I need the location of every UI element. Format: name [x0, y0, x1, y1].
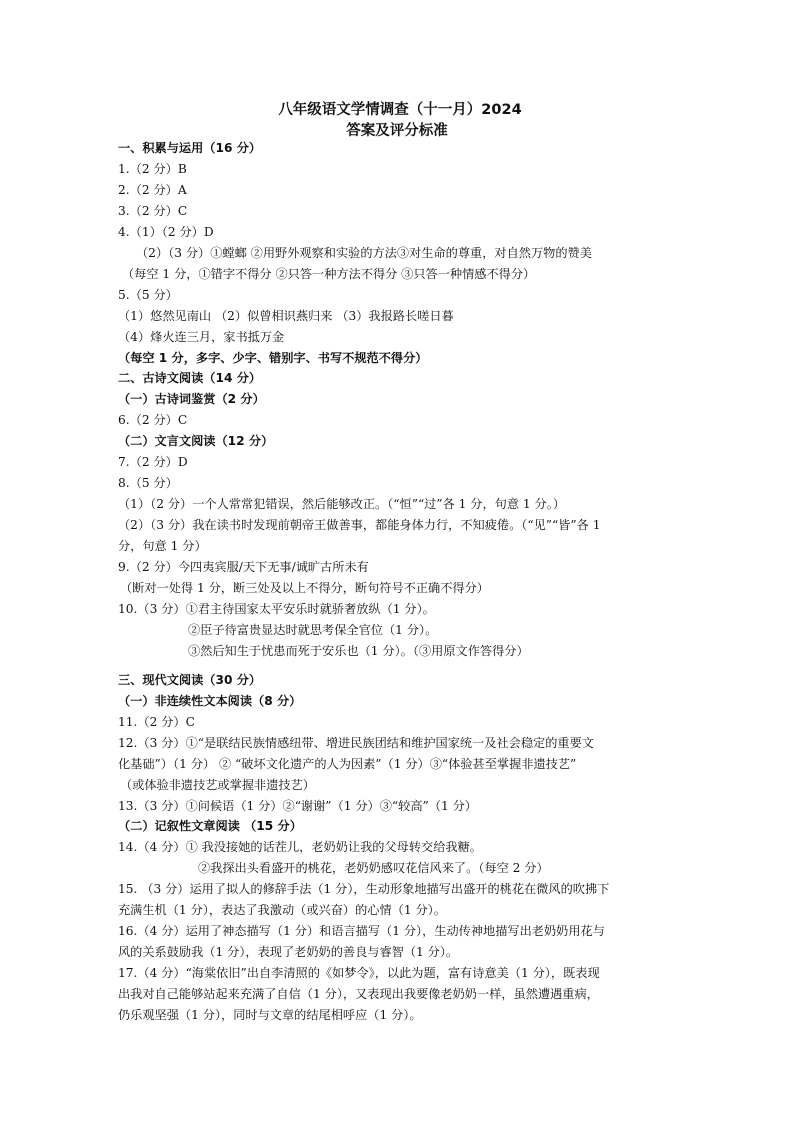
answer-line: （2）（3 分）①螳螂 ②用野外观察和实验的方法③对生命的尊重，对自然万物的赞美 — [136, 245, 592, 260]
answer-line: 14.（4 分）① 我没接她的话茬儿，老奶奶让我的父母转交给我糖。 — [118, 840, 482, 855]
answer-line: 17.（4 分）“海棠依旧”出自李清照的《如梦令》，以此为题，富有诗意美（1 分），既表现 — [118, 966, 600, 981]
answer-line: 9.（2 分）今四夷宾服/天下无事/诚旷古所未有 — [118, 560, 369, 574]
document-subtitle: 答案及评分标准 — [346, 123, 448, 139]
answer-line: （每空 1 分，①错字不得分 ②只答一种方法不得分 ③只答一种情感不得分） — [122, 266, 536, 281]
answer-line: ③然后知生于忧患而死于安乐也（1 分）。（③用原文作答得分） — [188, 643, 529, 658]
answer-line: ②我探出头看盛开的桃花，老奶奶感叹花信风来了。（每空 2 分） — [198, 861, 549, 876]
section-heading: （每空 1 分，多字、少字、错别字、书写不规范不得分） — [118, 350, 428, 365]
document-title: 八年级语文学情调查（十一月）2024 — [278, 102, 522, 118]
answer-line: （断对一处得 1 分，断三处及以上不得分，断句符号不正确不得分） — [120, 580, 489, 595]
answer-line: （4）烽火连三月，家书抵万金 — [118, 329, 285, 344]
answer-line: 3.（2 分）C — [118, 203, 188, 218]
answer-line: 分，句意 1 分） — [118, 539, 207, 553]
answer-line: 2.（2 分）A — [118, 182, 187, 197]
answer-line: 11.（2 分）C — [118, 714, 195, 729]
section-heading: 三、现代文阅读（30 分） — [118, 672, 262, 687]
answer-line: （1）（2 分）一个人常常犯错误，然后能够改正。（“恒”“过”各 1 分，句意 1 分。） — [118, 497, 566, 512]
section-heading: （二）记叙性文章阅读 （15 分） — [118, 819, 302, 834]
answer-line: 风的关系鼓励我（1 分），表现了老奶奶的善良与睿智（1 分）。 — [118, 945, 459, 960]
answer-line: 仍乐观坚强（1 分），同时与文章的结尾相呼应（1 分）。 — [118, 1008, 422, 1022]
answer-line: 化基础”）（1 分） ② “破坏文化遗产的人为因素”（1 分）③“体验甚至掌握非遗技艺” — [118, 756, 577, 771]
answer-line: 4.（1）（2 分）D — [118, 224, 214, 239]
answer-line: 1.（2 分）B — [118, 161, 187, 176]
answer-line: （或体验非遗技艺或掌握非遗技艺） — [120, 777, 315, 792]
answer-line: 充满生机（1 分），表达了我激动（或兴奋）的心情（1 分）。 — [118, 903, 446, 918]
answer-line: （2）（3 分）我在读书时发现前朝帝王做善事，都能身体力行，不知疲倦。（“见”“皆”各 1 — [118, 518, 601, 533]
answer-line: 13.（3 分）①问候语（1 分）②“谢谢”（1 分）③“较高”（1 分） — [118, 798, 477, 813]
section-heading: （一）非连续性文本阅读（8 分） — [118, 693, 302, 708]
section-heading: （二）文言文阅读（12 分） — [118, 434, 274, 449]
answer-line: （1）悠然见南山 （2）似曾相识燕归来 （3）我报路长嗟日暮 — [118, 308, 454, 323]
answer-line: 10.（3 分）①君主待国家太平安乐时就骄奢放纵（1 分）。 — [118, 601, 435, 616]
answer-line: 8.（5 分） — [118, 476, 178, 491]
answer-line: 出我对自己能够站起来充满了自信（1 分），又表现出我要像老奶奶一样，虽然遭遇重病， — [118, 987, 599, 1001]
answer-line: 5.（5 分） — [118, 287, 178, 302]
answer-line: 6.（2 分）C — [118, 413, 188, 428]
section-heading: （一）古诗词鉴赏（2 分） — [118, 392, 265, 407]
answer-line: 12.（3 分）①“是联结民族情感纽带、增进民族团结和维护国家统一及社会稳定的重要文 — [118, 735, 594, 750]
answer-line: ②臣子待富贵显达时就思考保全官位（1 分）。 — [188, 622, 438, 637]
answer-line: 7.（2 分）D — [118, 455, 188, 470]
section-heading: 二、古诗文阅读（14 分） — [118, 371, 262, 386]
section-heading: 一、积累与运用（16 分） — [118, 141, 262, 155]
answer-line: 16.（4 分）运用了神态描写（1 分）和语言描写（1 分），生动传神地描写出老奶奶用花与 — [118, 924, 605, 939]
answer-line: 15. （3 分）运用了拟人的修辞手法（1 分），生动形象地描写出盛开的桃花在微风的吹拂下 — [118, 882, 610, 897]
